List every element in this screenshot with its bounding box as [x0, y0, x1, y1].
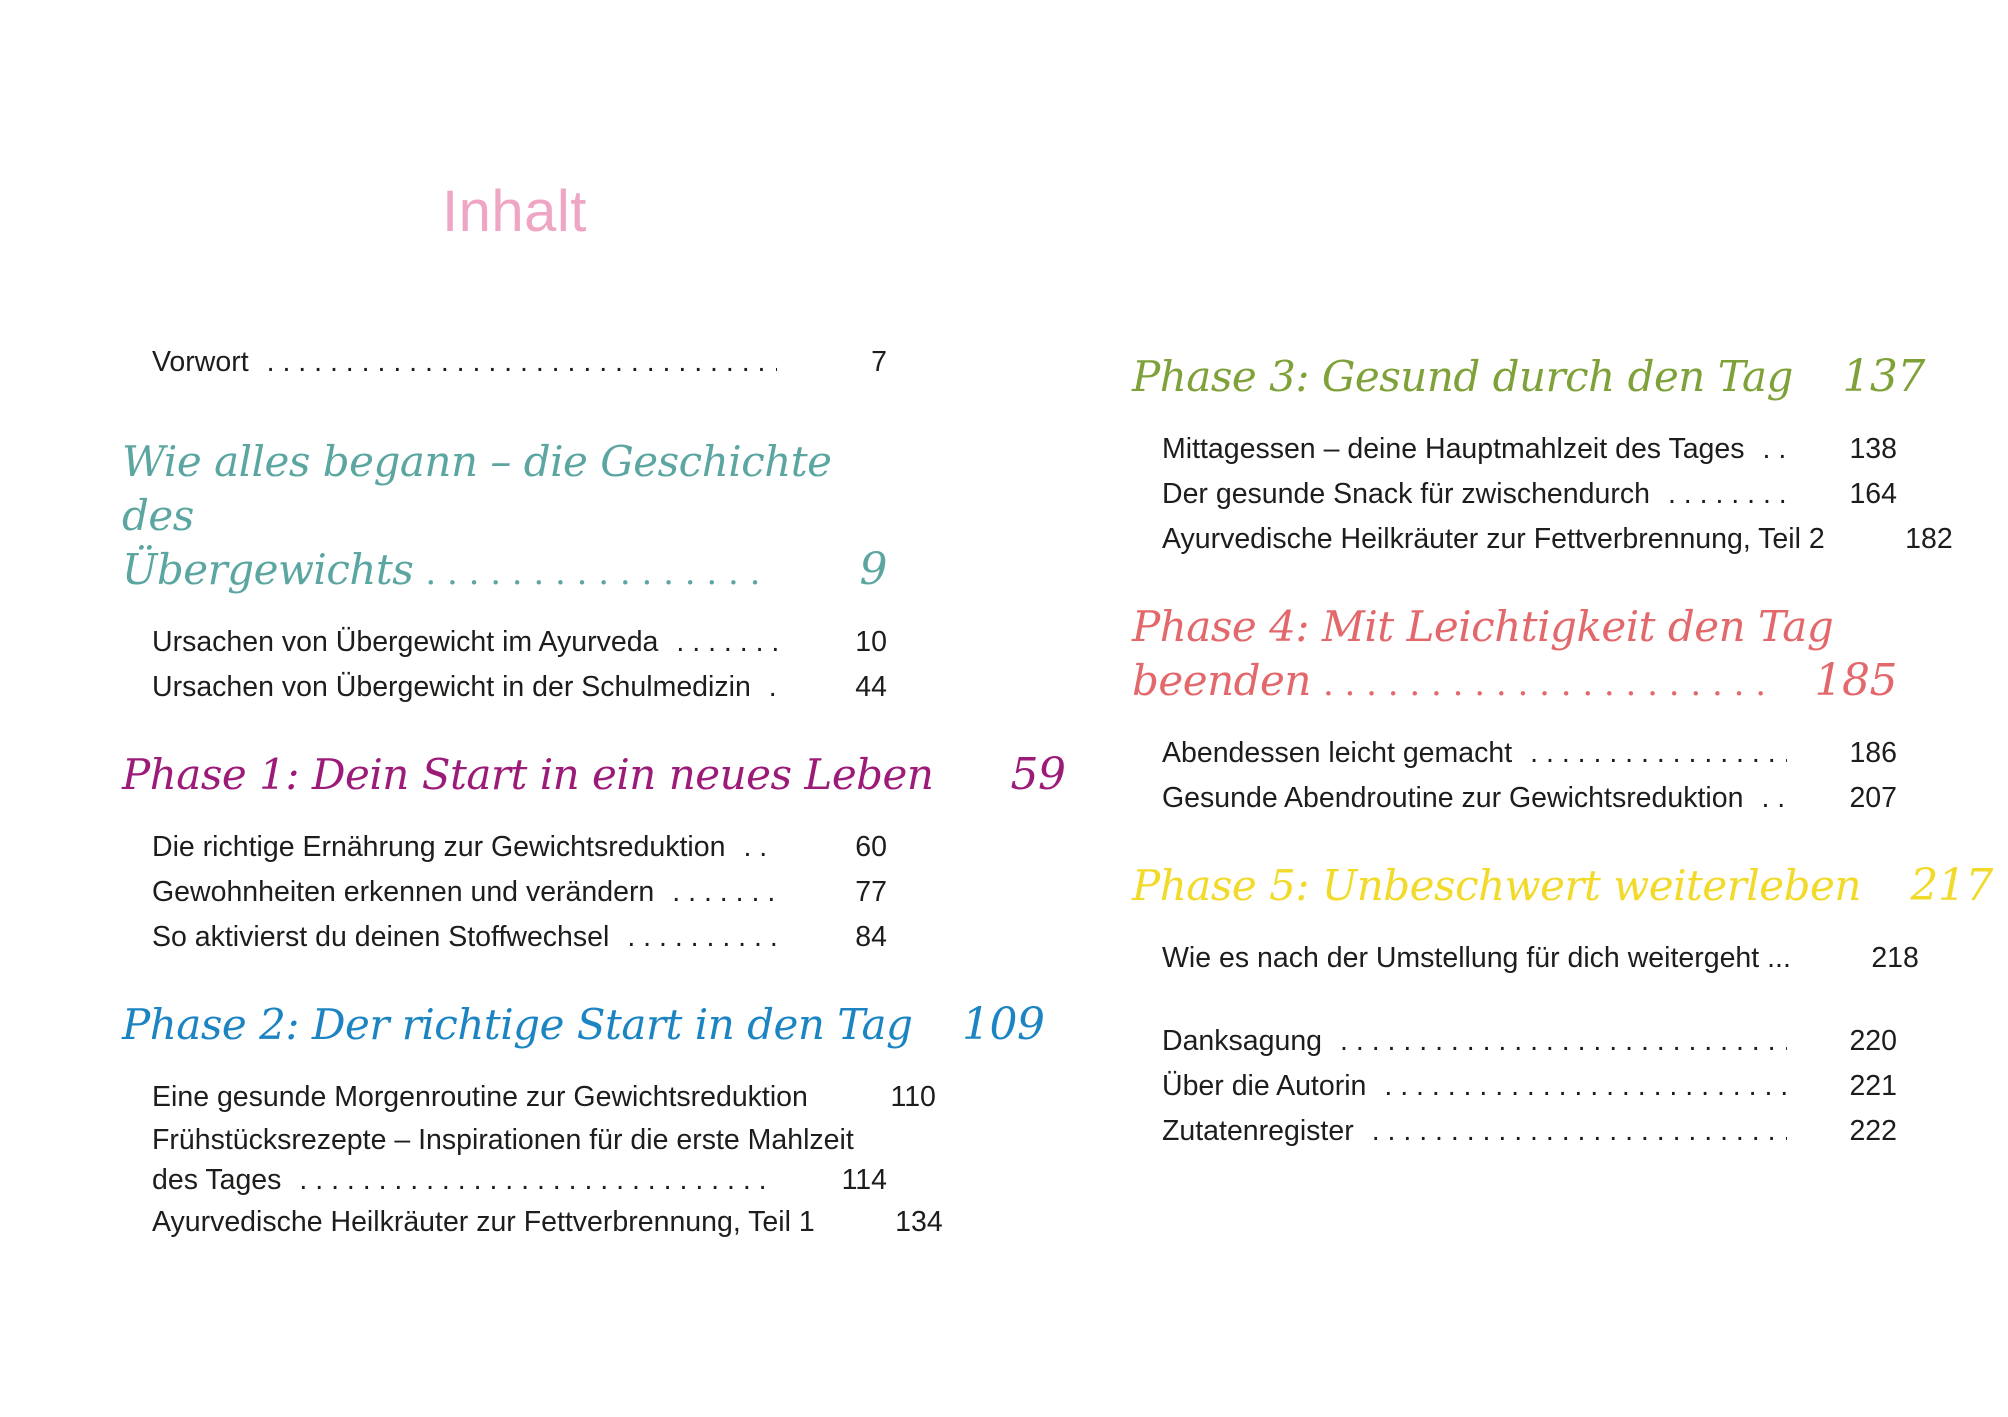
toc-chapter-phase2[interactable] [122, 998, 1045, 1055]
toc-chapter-phase1[interactable] [122, 748, 1066, 805]
chapter-title-line1: Phase 4: Mit Leichtigkeit den Tag [1132, 602, 1834, 651]
chapter-title-line1: Wie alles begann – die Geschichte des [122, 437, 832, 540]
dot-leader [672, 870, 777, 915]
toc-entry-label: Zutatenregister [1162, 1115, 1354, 1147]
toc-chapter-intro[interactable] [122, 435, 887, 600]
toc-entry-label: Gesunde Abendroutine zur Gewichtsreduktion [1162, 782, 1744, 814]
toc-entry[interactable] [1132, 731, 1897, 776]
toc-entry[interactable] [122, 1120, 887, 1200]
toc-page-number: 164 [1849, 478, 1897, 510]
toc-chapter-phase5[interactable] [1132, 859, 1993, 916]
toc-page-number: 77 [855, 876, 887, 908]
chapter-page-number: 109 [961, 999, 1045, 1050]
toc-page-number: 84 [855, 921, 887, 953]
toc-entry[interactable] [122, 620, 887, 665]
toc-page-number: 186 [1849, 737, 1897, 769]
chapter-title: Phase 1: Dein Start in ein neues Leben [122, 750, 934, 799]
chapter-title: Phase 3: Gesund durch den Tag [1132, 352, 1793, 401]
chapter-page-number: 137 [1842, 351, 1925, 402]
toc-entry-label: Ursachen von Übergewicht in der Schulmedizin [152, 671, 751, 703]
dot-leader [1323, 657, 1777, 711]
toc-entry[interactable] [1132, 427, 1897, 472]
toc-entry-label: Eine gesunde Morgenroutine zur Gewichtsreduktion [152, 1081, 808, 1113]
dot-leader [1530, 731, 1787, 776]
chapter-title: Phase 2: Der richtige Start in den Tag [122, 1000, 913, 1049]
toc-entry-label: Danksagung [1162, 1025, 1323, 1057]
toc-page-number: 138 [1849, 433, 1897, 465]
toc-page-number: 207 [1849, 782, 1897, 814]
toc-entry[interactable] [1132, 517, 1953, 562]
dot-leader [743, 825, 777, 870]
toc-entry-label: Gewohnheiten erkennen und verändern [152, 876, 655, 908]
toc-entry-label: Ayurvedische Heilkräuter zur Fettverbrennung, Teil 1 [152, 1206, 815, 1238]
page-title: Inhalt [442, 179, 587, 244]
toc-entry[interactable] [1132, 936, 1919, 981]
toc-entry[interactable] [1132, 1019, 1897, 1064]
toc-entry-label: Die richtige Ernährung zur Gewichtsreduktion [152, 831, 726, 863]
dot-leader [267, 340, 777, 385]
toc-chapter-phase4[interactable] [1132, 600, 1897, 711]
toc-entry[interactable] [1132, 472, 1897, 517]
dot-leader [425, 546, 767, 600]
toc-page-number: 222 [1849, 1115, 1897, 1147]
toc-entry-label-line1: Frühstücksrezepte – Inspirationen für die erste Mahlzeit [152, 1124, 854, 1156]
toc-page-number: 110 [890, 1081, 936, 1113]
dot-leader [1384, 1064, 1787, 1109]
toc-page-number: 182 [1905, 523, 1953, 555]
toc-page-number: 218 [1871, 942, 1919, 974]
dot-leader [1761, 776, 1787, 821]
toc-entry-label: Ayurvedische Heilkräuter zur Fettverbrennung, Teil 2 [1162, 523, 1825, 555]
toc-entry-label: Über die Autorin [1162, 1070, 1367, 1102]
toc-page-number: 134 [895, 1206, 943, 1238]
toc-left-column [122, 340, 1066, 1245]
dot-leader [1372, 1109, 1787, 1154]
toc-page-number: 221 [1849, 1070, 1897, 1102]
toc-entry-label: Wie es nach der Umstellung für dich weitergeht ... [1162, 942, 1791, 974]
toc-page-number: 114 [841, 1164, 887, 1196]
chapter-page-number: 185 [1814, 655, 1897, 706]
toc-entry[interactable] [122, 1075, 936, 1120]
chapter-title-line2: Übergewichts [122, 545, 414, 594]
toc-entry[interactable] [1132, 1064, 1897, 1109]
toc-entry[interactable] [122, 1200, 943, 1245]
toc-entry-vorwort[interactable] [122, 340, 887, 385]
chapter-page-number: 217 [1910, 860, 1993, 911]
toc-right-column [1132, 350, 1993, 1154]
dot-leader [299, 1160, 777, 1200]
toc-entry-label: Mittagessen – deine Hauptmahlzeit des Tages [1162, 433, 1745, 465]
toc-entry-label: Der gesunde Snack für zwischendurch [1162, 478, 1650, 510]
toc-chapter-phase3[interactable] [1132, 350, 1925, 407]
toc-page-number: 7 [871, 346, 887, 378]
dot-leader [676, 620, 777, 665]
toc-entry[interactable] [122, 825, 887, 870]
toc-page-number: 44 [855, 671, 887, 703]
dot-leader [627, 915, 777, 960]
dot-leader [769, 665, 777, 710]
dot-leader [1763, 427, 1788, 472]
chapter-page-number: 59 [1010, 749, 1066, 800]
chapter-title: Phase 5: Unbeschwert weiterleben [1132, 861, 1861, 910]
toc-entry[interactable] [1132, 776, 1897, 821]
toc-entry[interactable] [122, 665, 887, 710]
toc-entry-label: Abendessen leicht gemacht [1162, 737, 1513, 769]
dot-leader [1668, 472, 1787, 517]
toc-entry[interactable] [122, 915, 887, 960]
toc-entry[interactable] [1132, 1109, 1897, 1154]
dot-leader [1340, 1019, 1787, 1064]
toc-entry[interactable] [122, 870, 887, 915]
toc-page-number: 60 [855, 831, 887, 863]
chapter-title-line2: beenden [1132, 656, 1311, 705]
toc-page-number: 220 [1849, 1025, 1897, 1057]
toc-entry-label: Vorwort [152, 346, 249, 378]
chapter-page-number: 9 [859, 544, 887, 595]
toc-entry-label: So aktivierst du deinen Stoffwechsel [152, 921, 610, 953]
toc-entry-label-line2: des Tages [152, 1164, 282, 1196]
toc-page-number: 10 [855, 626, 887, 658]
toc-entry-label: Ursachen von Übergewicht im Ayurveda [152, 626, 659, 658]
